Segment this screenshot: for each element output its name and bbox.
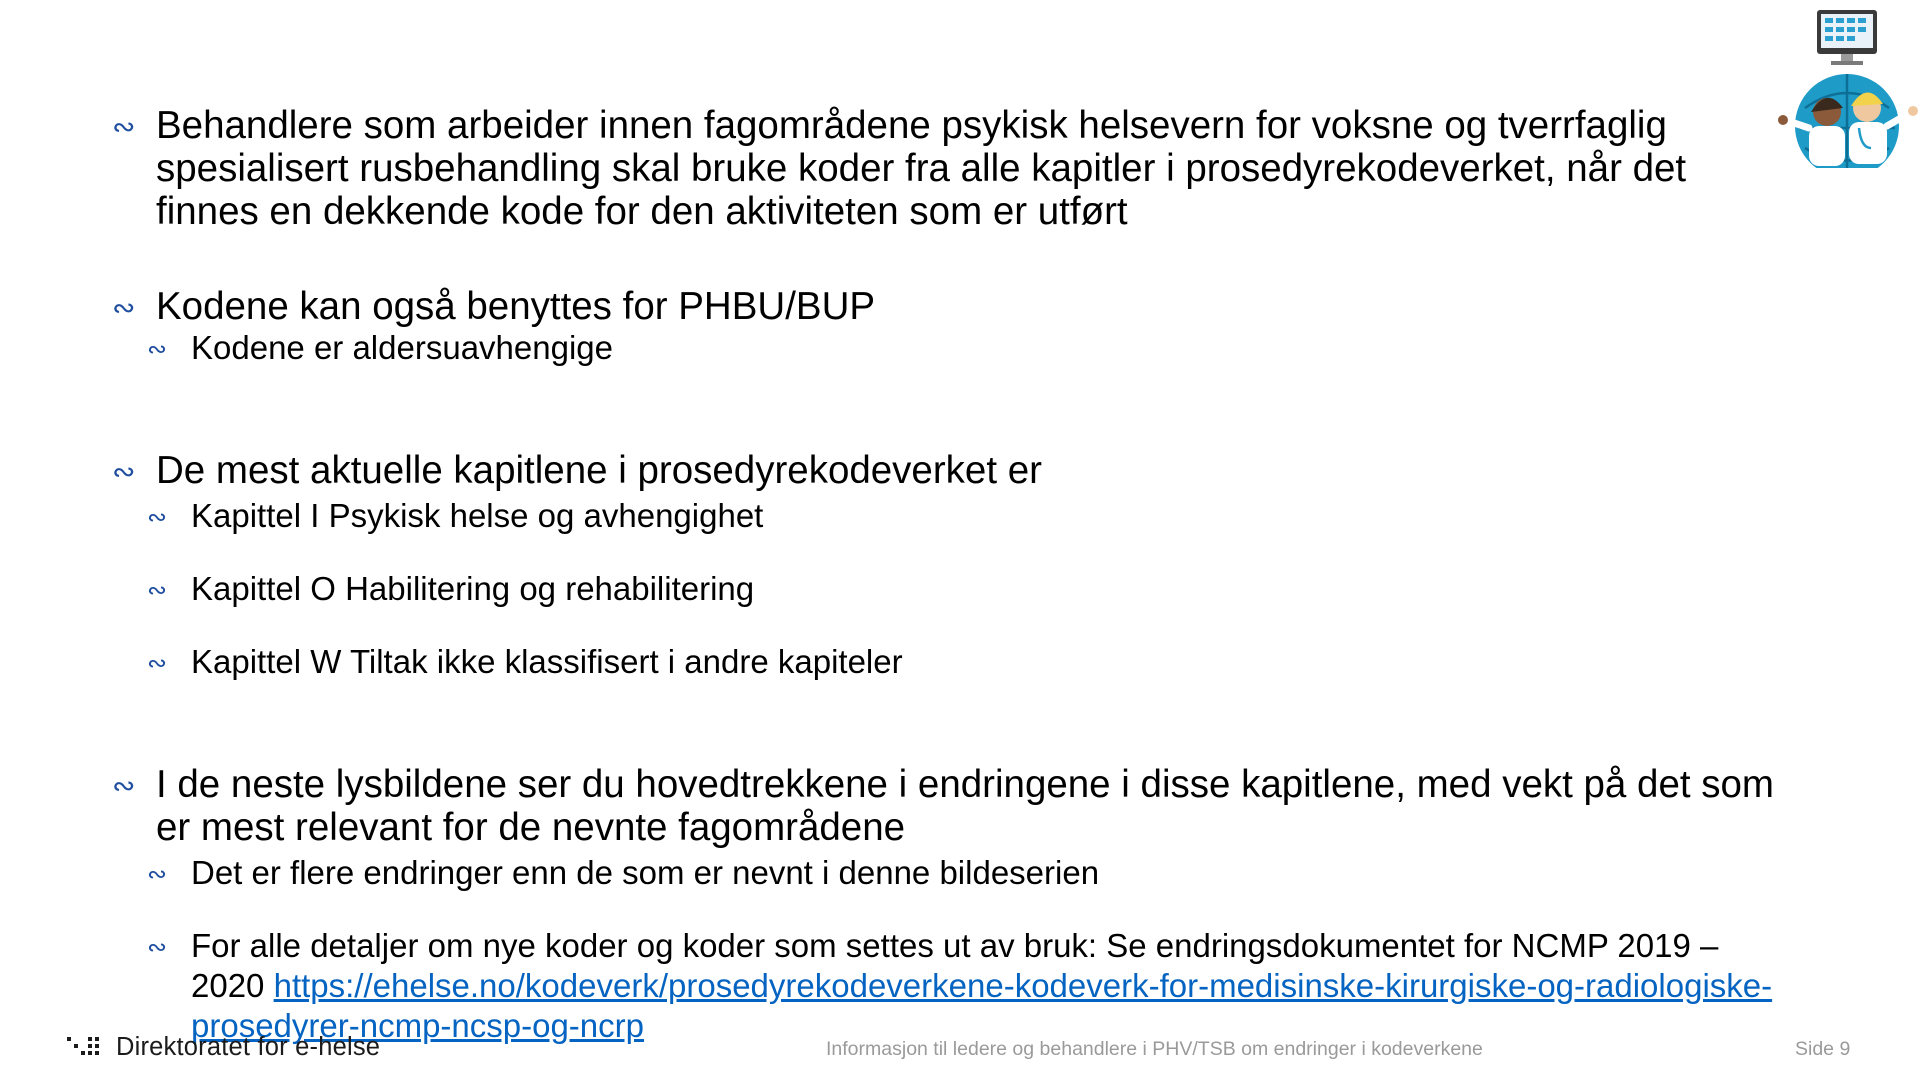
bullet-level2 — [147, 853, 1792, 893]
bullet-level2 — [147, 926, 1792, 1046]
bullet-level2 — [147, 569, 1792, 609]
bullet-text: De mest aktuelle kapitlene i prosedyrekodeverket er — [156, 449, 1042, 492]
bullet-level2 — [147, 328, 1792, 368]
bullet-icon: ∾ — [112, 291, 136, 324]
slide-body — [112, 104, 1792, 1079]
bullet-text: Kapittel O Habilitering og rehabilitering — [191, 570, 755, 607]
bullet-text: For alle detaljer om nye koder og koder som settes ut av bruk: Se endringsdokumentet for NCMP 2019 – 2020 — [191, 927, 1719, 1004]
bullet-level2 — [147, 496, 1792, 536]
bullet-icon: ∾ — [147, 649, 168, 677]
bullet-icon: ∾ — [147, 860, 168, 888]
logo-text: Direktoratet for e-helse — [116, 1033, 381, 1061]
ehelse-link[interactable]: https://ehelse.no/kodeverk/prosedyrekodeverkene-kodeverk-for-medisinske-kirurgiske-og-radiologiske-prosedyrer-ncmp-ncsp-og-ncrp — [191, 967, 1773, 1044]
bullet-text: Det er flere endringer enn de som er nevnt i denne bildeserien — [191, 854, 1100, 891]
bullet-text: Kodene er aldersuavhengige — [191, 329, 613, 366]
bullet-text: Kapittel W Tiltak ikke klassifisert i andre kapiteler — [191, 643, 903, 680]
doctors-globe-illustration — [1775, 8, 1920, 168]
bullet-text: Kapittel I Psykisk helse og avhengighet — [191, 497, 764, 534]
bullet-text: I de neste lysbildene ser du hovedtrekkene i endringene i disse kapitlene, med vekt på det som er mest relevant for de nevnte fagområdene — [156, 763, 1774, 849]
bullet-icon: ∾ — [112, 455, 136, 488]
logo — [67, 1033, 380, 1062]
bullet-icon: ∾ — [112, 769, 136, 802]
bullet-icon: ∾ — [147, 576, 168, 604]
bullet-text: Behandlere som arbeider innen fagområdene psykisk helsevern for voksne og tverrfaglig spesialisert rusbehandling skal bruke koder fra alle kapitler i prosedyrekodeverket, når det finnes en dekkende kode for den aktiviteten som er utført — [156, 104, 1687, 233]
bullet-level1 — [112, 763, 1792, 849]
bullet-level1 — [112, 104, 1792, 233]
bullet-icon: ∾ — [147, 933, 168, 961]
bullet-icon: ∾ — [112, 110, 136, 143]
bullet-text: Kodene kan også benyttes for PHBU/BUP — [156, 285, 876, 328]
bullet-level1 — [112, 449, 1792, 492]
page-number: Side 9 — [1795, 1038, 1851, 1060]
bullet-level1 — [112, 285, 1792, 328]
bullet-icon: ∾ — [147, 335, 168, 363]
bullet-level2 — [147, 642, 1792, 682]
bullet-icon: ∾ — [147, 503, 168, 531]
logo-mark-icon — [67, 1035, 107, 1061]
footer-info: Informasjon til ledere og behandlere i PHV/TSB om endringer i kodeverkene — [826, 1038, 1483, 1060]
